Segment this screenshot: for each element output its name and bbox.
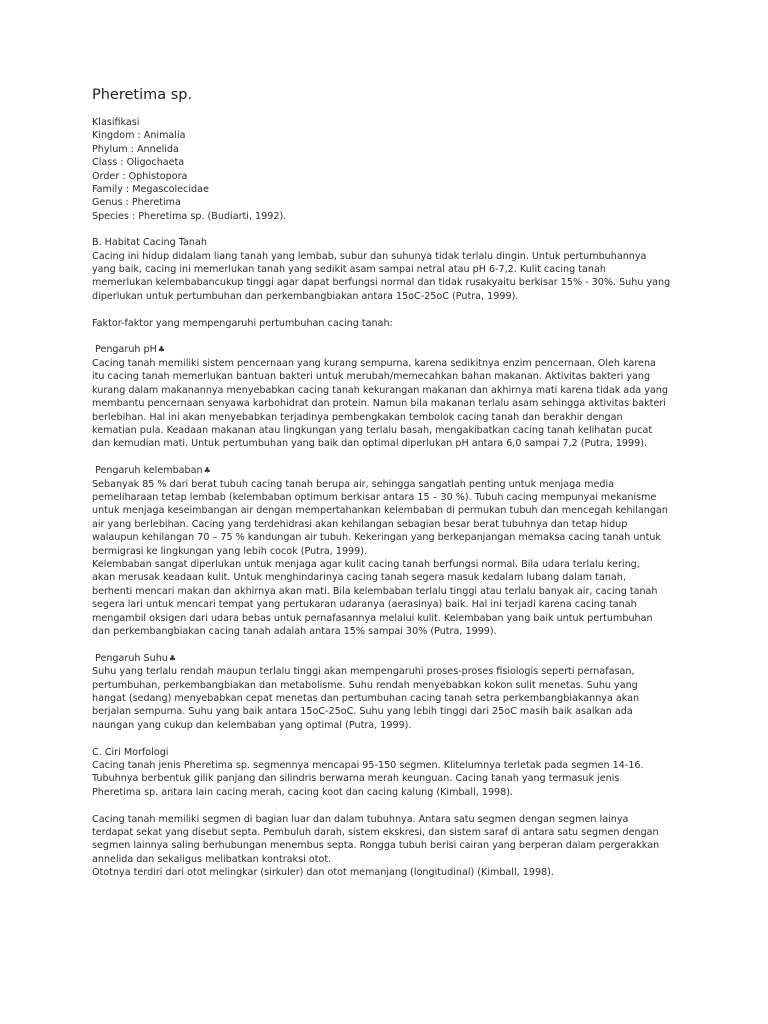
humidity-line: Sebanyak 85 % dari berat tubuh cacing tanah berupa air, sehingga sangatlah penting untuk menjaga media — [92, 478, 614, 490]
humidity-line: air yang berlebihan. Cacing yang terdehidrasi akan kehilangan sebagian besar berat tubuhnya dan tetap hidup — [92, 518, 628, 530]
humidity-line: bermigrasi ke lingkungan yang lebih cocok (Putra, 1999). — [92, 545, 368, 557]
humidity-line: Kelembaban sangat diperlukan untuk menjaga agar kulit cacing tanah berfungsi normal. Bila udara terlalu kering, — [92, 558, 640, 570]
morphology-line: segmen lainnya saling berhubungan menembus septa. Rongga tubuh berisi cairan yang berperan dalam pergerakkan — [92, 840, 660, 852]
ph-line: Cacing tanah memiliki sistem pencernaan yang kurang sempurna, karena sedikitnya enzim pencernaan. Oleh karena — [92, 357, 656, 369]
habitat-line: diperlukan untuk pertumbuhan dan perkembangbiakan antara 15oC-25oC (Putra, 1999). — [92, 290, 519, 302]
temperature-section — [92, 652, 708, 732]
ph-line: kematian pula. Keadaan makanan atau lingkungan yang terlalu basah, mengakibatkan cacing tanah kelihatan pucat — [92, 424, 653, 436]
temperature-line: berjalan sempurna. Suhu yang baik antara 15oC-25oC. Suhu yang lebih tinggi dari 25oC masih baik asalkan ada — [92, 706, 633, 718]
ph-line: membantu pencernaan senyawa karbohidrat dan protein. Namun bila makanan terlalu asam sehingga aktivitas bakteri — [92, 398, 666, 410]
morphology-section — [92, 746, 708, 880]
habitat-line: Cacing ini hidup didalam liang tanah yang lembab, subur dan suhunya tidak terlalu dingin. Untuk pertumbuhannya — [92, 250, 647, 262]
humidity-line: walaupun kehilangan 70 – 75 % kandungan air tubuh. Kekeringan yang berkepanjangan memaksa cacing tanah untuk — [92, 532, 661, 544]
ph-line: kurang dalam makanannya menyebabkan cacing tanah kekurangan makanan dan akhirnya mati karena tidak ada yang — [92, 384, 668, 396]
club-icon: ♣ — [157, 345, 166, 355]
humidity-line: berhenti mencari makan dan akhirnya akan mati. Bila kelembaban terlalu tinggi atau terlalu banyak air, cacing tanah — [92, 585, 658, 597]
humidity-line: mengambil oksigen dari udara bebas untuk pernafasannya melalui kulit. Kelembaban yang baik untuk pertumbuhan — [92, 612, 653, 624]
temperature-line: Suhu yang terlalu rendah maupun terlalu tinggi akan mempengaruhi proses-proses fisiologis seperti pernafasan, — [92, 666, 635, 678]
classification-kingdom: Kingdom : Animalia — [92, 130, 186, 142]
ph-heading-label: Pengaruh pH — [95, 344, 157, 356]
humidity-line: pemeliharaan tetap lembab (kelembaban optimum berkisar antara 15 – 30 %). Tubuh cacing mempunyai mekanisme — [92, 491, 657, 503]
ph-section — [92, 343, 708, 450]
temperature-line: hangat (sedang) menyebabkan cepat menetas dan pertumbuhan cacing tanah setra perkembangbiakannya akan — [92, 693, 640, 704]
temperature-heading — [92, 652, 708, 665]
habitat-heading: B. Habitat Cacing Tanah — [92, 237, 207, 249]
morphology-heading: C. Ciri Morfologi — [92, 746, 169, 758]
morphology-line: Pheretima sp. antara lain cacing merah, cacing koot dan cacing kalung (Kimball, 1998). — [92, 786, 514, 798]
morphology-line: terdapat sekat yang disebut septa. Pembuluh darah, sistem ekskresi, dan sistem saraf di antara satu segmen dengan — [92, 827, 659, 839]
club-icon: ♣ — [168, 653, 177, 663]
ph-line: berlebihan. Hal ini akan menyebabkan terjadinya pembengkakan tembolok cacing tanah dan berakhir dengan — [92, 411, 623, 423]
classification-family: Family : Megascolecidae — [92, 184, 209, 196]
classification-class: Class : Oligochaeta — [92, 157, 185, 169]
temperature-heading-label: Pengaruh Suhu — [95, 652, 168, 664]
morphology-line: annelida dan sekaligus melibatkan kontraksi otot. — [92, 853, 332, 865]
classification-species: Species : Pheretima sp. (Budiarti, 1992). — [92, 210, 287, 222]
humidity-heading-label: Pengaruh kelembaban — [95, 465, 203, 477]
humidity-line: dan perkembangbiakan cacing tanah adalah antara 15% sampai 30% (Putra, 1999). — [92, 625, 497, 637]
spacer — [92, 732, 708, 745]
humidity-section — [92, 464, 708, 638]
habitat-line: yang baik, cacing ini memerlukan tanah yang sedikit asam sampai netral atau pH 6-7,2. Kulit cacing tanah — [92, 264, 606, 276]
habitat-line: memerlukan kelembabancukup tinggi agar dapat berfungsi normal dan tidak rusakyaitu berkisar 15% - 30%. Suhu yang — [92, 277, 671, 289]
humidity-line: segera lari untuk mencari tempat yang pertukaran udaranya (aerasinya) baik. Hal ini terjadi karena cacing tanah — [92, 599, 637, 611]
ph-line: itu cacing tanah memerlukan bantuan bakteri untuk merubah/memecahkan bahan makanan. Aktivitas bakteri yang — [92, 371, 651, 383]
morphology-line: Ototnya terdiri dari otot melingkar (sirkuler) dan otot memanjang (longitudinal) (Kimball, 1998). — [92, 867, 554, 879]
classification-phylum: Phylum : Annelida — [92, 143, 179, 155]
humidity-heading — [92, 464, 708, 477]
spacer — [92, 638, 708, 651]
morphology-line: Tubuhnya berbentuk gilik panjang dan silindris berwarna merah keunguan. Cacing tanah yang termasuk jenis — [92, 773, 620, 785]
temperature-line: naungan yang cukup dan kelembaban yang optimal (Putra, 1999). — [92, 719, 412, 731]
classification-heading: Klasifikasi — [92, 117, 140, 128]
spacer — [92, 303, 708, 316]
classification-genus: Genus : Pheretima — [92, 197, 181, 209]
spacer — [92, 330, 708, 343]
spacer — [92, 799, 708, 812]
morphology-line: Cacing tanah memiliki segmen di bagian luar dan dalam tubuhnya. Antara satu segmen dengan segmen lainya — [92, 813, 629, 825]
humidity-line: untuk menjaga keseimbangan air dengan mempertahankan kelembaban di permukan tubuh dan mencegah kehilangan — [92, 505, 668, 517]
document-title: Pheretima sp. — [92, 87, 193, 103]
spacer — [92, 451, 708, 464]
ph-line: dan kemudian mati. Untuk pertumbuhan yang baik dan optimal diperlukan pH antara 6,0 sampai 7,2 (Putra, 1999). — [92, 438, 648, 450]
classification-order: Order : Ophistopora — [92, 170, 188, 182]
temperature-line: pertumbuhan, perkembangbiakan dan metabolisme. Suhu rendah menyebabkan kokon sulit menetas. Suhu yang — [92, 679, 638, 691]
habitat-section — [92, 236, 708, 303]
ph-heading — [92, 343, 708, 356]
club-icon: ♣ — [203, 466, 211, 476]
morphology-line: Cacing tanah jenis Pheretima sp. segmennya mencapai 95-150 segmen. Klitelumnya terletak pada segmen 14-16. — [92, 760, 644, 772]
classification-block — [92, 116, 708, 223]
humidity-line: akan merusak keadaan kulit. Untuk menghindarinya cacing tanah segera masuk kedalam lubang dalam tanah, — [92, 572, 626, 584]
factors-intro: Faktor-faktor yang mempengaruhi pertumbuhan cacing tanah: — [92, 317, 393, 329]
